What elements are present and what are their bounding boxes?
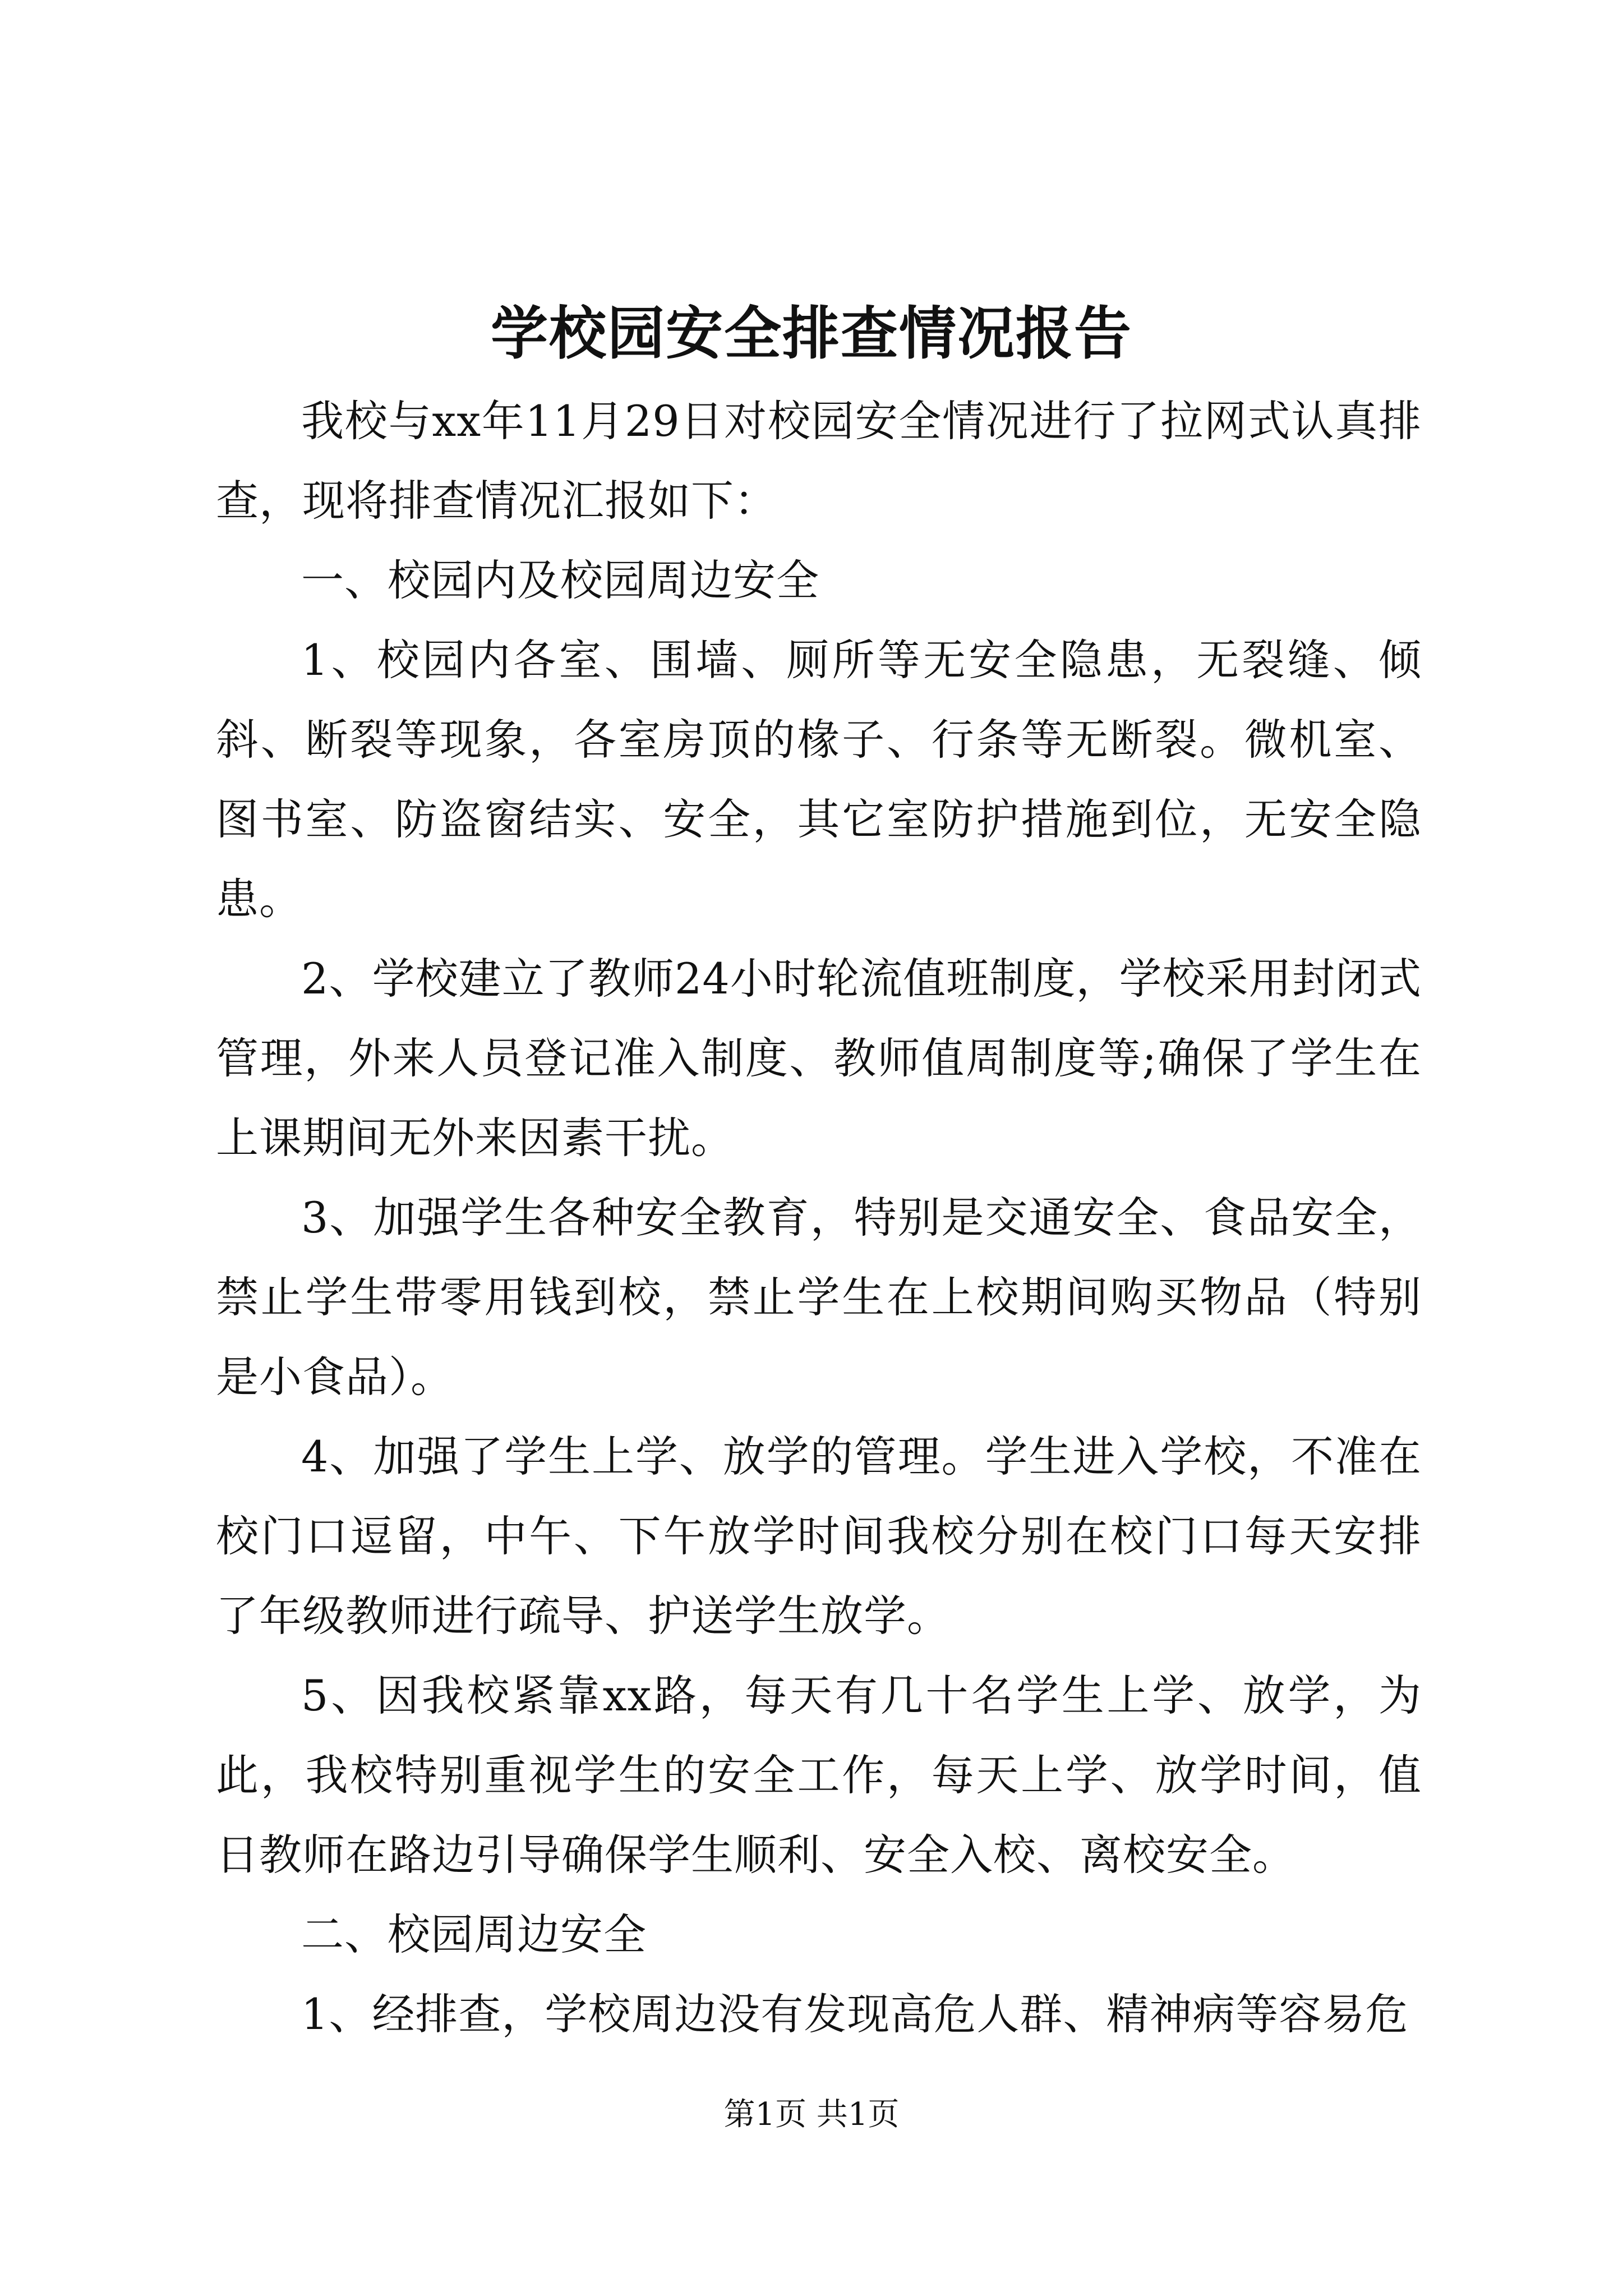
paragraph-item-5: 5、因我校紧靠xx路，每天有几十名学生上学、放学，为此，我校特别重视学生的安全工作，每天上学、放学时间，值日教师在路边引导确保学生顺利、安全入校、离校安全。 bbox=[216, 1671, 1422, 1880]
paragraph-item-4: 4、加强了学生上学、放学的管理。学生进入学校，不准在校门口逗留，中午、下午放学时间我校分别在校门口每天安排了年级教师进行疏导、护送学生放学。 bbox=[216, 1432, 1422, 1641]
document-body bbox=[216, 381, 1422, 2054]
section-heading-2: 二、校园周边安全 bbox=[301, 1910, 647, 1959]
paragraph-item-2: 2、学校建立了教师24小时轮流值班制度，学校采用封闭式管理，外来人员登记准入制度、教师值周制度等;确保了学生在上课期间无外来因素干扰。 bbox=[216, 954, 1422, 1163]
paragraph-section2-item-1: 1、经排查，学校周边没有发现高危人群、精神病等容易危 bbox=[301, 1989, 1409, 2039]
paragraph-intro: 我校与xx年11月29日对校园安全情况进行了拉网式认真排查，现将排查情况汇报如下： bbox=[216, 396, 1422, 526]
paragraph-item-3: 3、加强学生各种安全教育，特别是交通安全、食品安全，禁止学生带零用钱到校，禁止学生在上校期间购买物品（特别是小食品）。 bbox=[216, 1193, 1422, 1402]
page-footer: 第1页 共1页 bbox=[723, 2096, 900, 2133]
document-title: 学校园安全排查情况报告 bbox=[491, 300, 1132, 367]
paragraph-item-1: 1、校园内各室、围墙、厕所等无安全隐患，无裂缝、倾斜、断裂等现象，各室房顶的椽子、行条等无断裂。微机室、图书室、防盗窗结实、安全，其它室防护措施到位，无安全隐患。 bbox=[216, 635, 1422, 924]
section-heading-1: 一、校园内及校园周边安全 bbox=[301, 555, 819, 605]
